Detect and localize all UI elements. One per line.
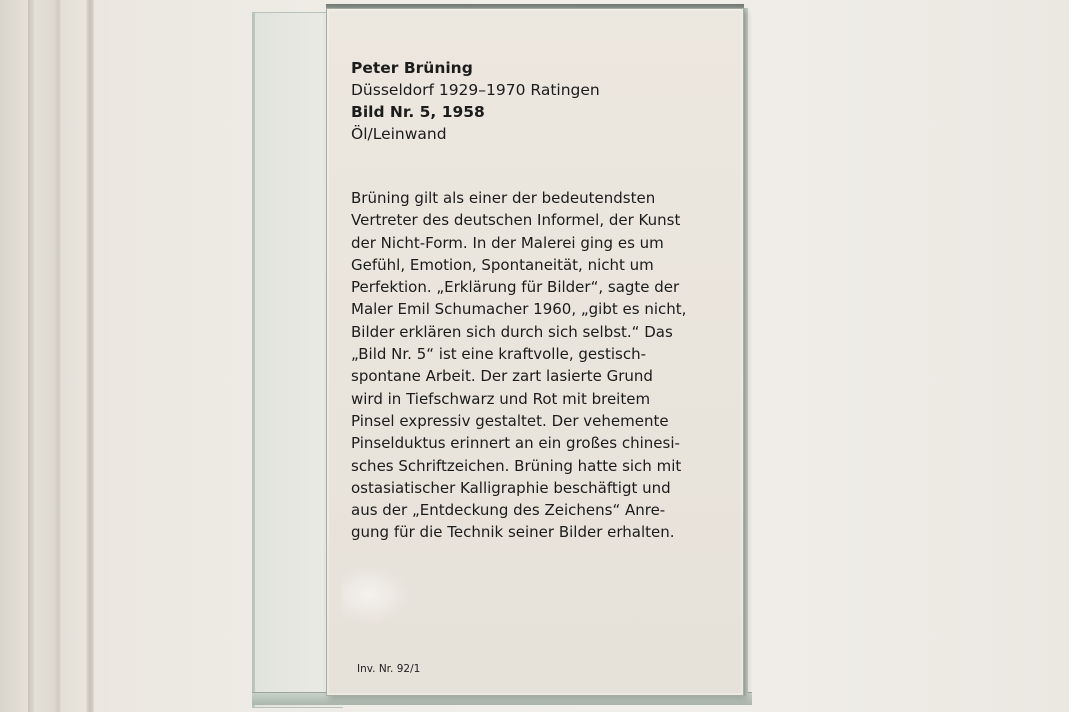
description-line: sches Schriftzeichen. Brüning hatte sich mit	[351, 456, 682, 475]
wall-corner	[0, 0, 100, 712]
label-header	[351, 57, 719, 145]
description-line: der Nicht-Form. In der Malerei ging es um	[351, 233, 664, 252]
description-line: Pinsel expressiv gestaltet. Der vehemente	[351, 411, 669, 430]
description-line: spontane Arbeit. Der zart lasierte Grund	[351, 367, 653, 386]
description-line: Perfektion. „Erklärung für Bilder“, sagte der	[351, 278, 680, 297]
artwork-title: Bild Nr. 5, 1958	[351, 103, 485, 121]
description-line: Vertreter des deutschen Informel, der Kunst	[351, 211, 681, 230]
description-line: aus der „Entdeckung des Zeichens“ Anre-	[351, 501, 666, 520]
description-line: Pinselduktus erinnert an ein großes chinesi-	[351, 434, 680, 453]
artwork-medium: Öl/Leinwand	[351, 125, 447, 143]
description-line: Gefühl, Emotion, Spontaneität, nicht um	[351, 255, 654, 274]
wall-molding	[86, 0, 94, 712]
description-line: ostasiatischer Kalligraphie beschäftigt und	[351, 478, 671, 497]
description-line: wird in Tiefschwarz und Rot mit breitem	[351, 389, 651, 408]
description-line: Bilder erklären sich durch sich selbst.“ Das	[351, 322, 673, 341]
description-line: gung für die Technik seiner Bilder erhalten.	[351, 523, 675, 542]
description-line: „Bild Nr. 5“ ist eine kraftvolle, gestisch-	[351, 345, 647, 364]
artist-name: Peter Brüning	[351, 59, 473, 77]
label-description	[351, 187, 719, 544]
glass-reflection	[341, 565, 411, 625]
artist-life-dates: Düsseldorf 1929–1970 Ratingen	[351, 81, 600, 99]
description-line: Maler Emil Schumacher 1960, „gibt es nicht,	[351, 300, 687, 319]
wall-groove	[28, 0, 34, 712]
inventory-number: Inv. Nr. 92/1	[357, 663, 421, 675]
description-line: Brüning gilt als einer der bedeutendsten	[351, 189, 656, 207]
museum-label-plaque	[326, 8, 744, 696]
